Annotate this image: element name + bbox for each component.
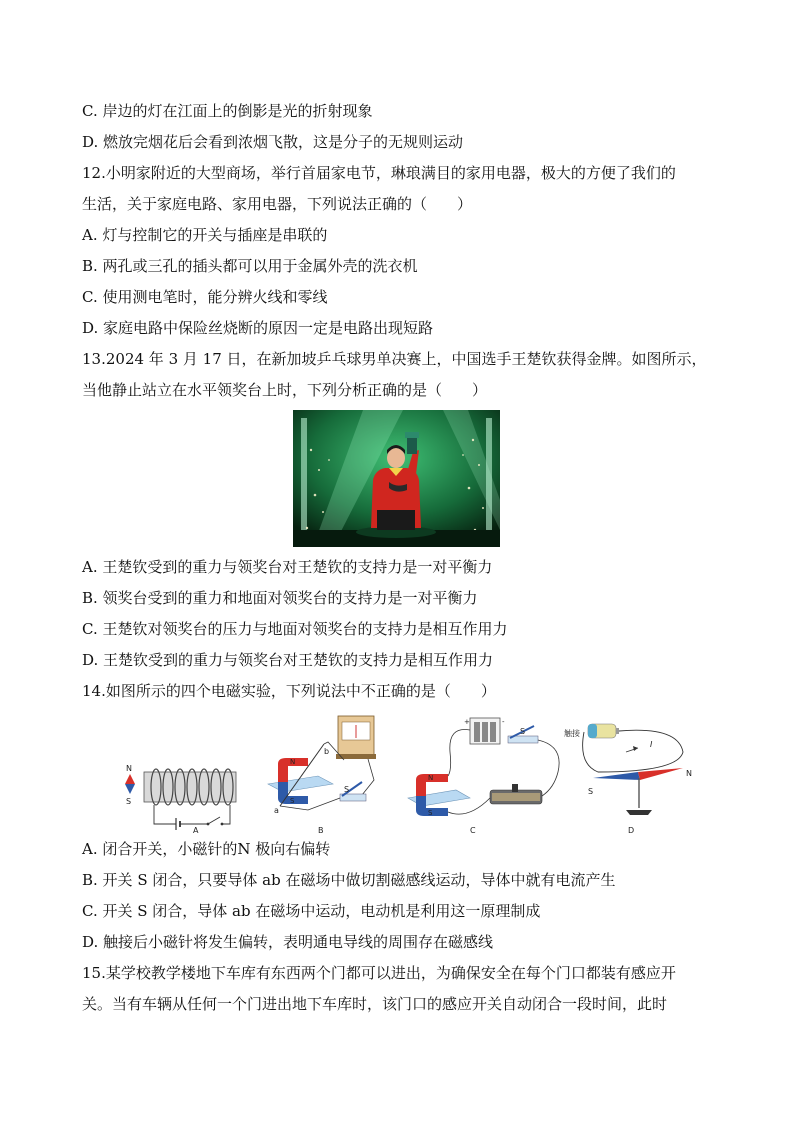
figure-a-label: A <box>193 826 199 835</box>
d-needle-s: S <box>588 787 594 796</box>
current-label: I <box>650 740 653 749</box>
magnet-b-n: N <box>290 758 296 766</box>
q12-option-b: B. 两孔或三孔的插头都可以用于金属外壳的洗衣机 <box>82 257 418 275</box>
figure-d-label: D <box>628 826 635 835</box>
battery-plus: + <box>464 718 470 726</box>
wire-b-label: b <box>324 747 330 756</box>
figure-d <box>564 724 692 835</box>
switch-b-label: S <box>344 785 350 794</box>
q12-option-d: D. 家庭电路中保险丝烧断的原因一定是电路出现短路 <box>82 319 434 337</box>
electromagnetism-figures <box>118 712 692 835</box>
battery-minus: - <box>502 718 505 726</box>
q15-stem-line1: 15.某学校教学楼地下车库有东西两个门都可以进出，为确保安全在每个门口都装有感应开 <box>82 964 676 982</box>
award-photo <box>293 410 500 547</box>
figure-b-label: B <box>318 826 324 835</box>
magnet-c-n: N <box>428 774 434 782</box>
label-s: S <box>126 797 132 806</box>
compass-needle-south <box>125 784 135 794</box>
q14-option-d: D. 触接后小磁针将发生偏转，表明通电导线的周围存在磁感线 <box>82 933 494 951</box>
q13-stem-line1: 13.2024 年 3 月 17 日，在新加坡乒乓球男单决赛上，中国选手王楚钦获得金牌。如图所示， <box>82 350 707 368</box>
q11-option-d: D. 燃放完烟花后会看到浓烟飞散，这是分子的无规则运动 <box>82 133 464 151</box>
q14-stem: 14.如图所示的四个电磁实验，下列说法中不正确的是（ ） <box>82 682 496 700</box>
figure-a <box>125 764 236 835</box>
q14-option-a: A. 闭合开关，小磁针的N 极向右偏转 <box>82 840 331 858</box>
switch-a <box>208 817 220 824</box>
figure-c <box>408 718 559 835</box>
figure-c-label: C <box>470 826 476 835</box>
d-needle-n: N <box>686 769 692 778</box>
rheostat-slider <box>512 784 518 792</box>
label-n: N <box>126 764 132 773</box>
magnet-b-s: S <box>290 797 295 805</box>
touch-label: 触接 <box>564 729 580 738</box>
q12-stem-line1: 12.小明家附近的大型商场，举行首届家电节，琳琅满目的家用电器，极大的方便了我们的 <box>82 164 676 182</box>
q15-stem-line2: 关。当有车辆从任何一个门进出地下车库时，该门口的感应开关自动闭合一段时间，此时 <box>82 995 668 1013</box>
q14-option-b: B. 开关 S 闭合，只要导体 ab 在磁场中做切割磁感线运动，导体中就有电流产生 <box>82 871 616 889</box>
q12-option-a: A. 灯与控制它的开关与插座是串联的 <box>82 226 328 244</box>
iron-core <box>144 772 236 802</box>
q13-option-d: D. 王楚钦受到的重力与领奖台对王楚钦的支持力是相互作用力 <box>82 651 494 669</box>
figure-b <box>268 716 376 835</box>
q11-option-c: C. 岸边的灯在江面上的倒影是光的折射现象 <box>82 102 373 120</box>
q12-stem-line2: 生活，关于家庭电路、家用电器，下列说法正确的（ ） <box>82 195 473 213</box>
q14-option-c: C. 开关 S 闭合，导体 ab 在磁场中运动，电动机是利用这一原理制成 <box>82 902 541 920</box>
base-plate-b <box>268 776 333 792</box>
figures-svg <box>118 712 692 835</box>
q13-stem-line2: 当他静止站立在水平领奖台上时，下列分析正确的是（ ） <box>82 381 488 399</box>
d-compass-base <box>626 810 652 815</box>
magnet-c-s: S <box>428 809 433 817</box>
q13-option-b: B. 领奖台受到的重力和地面对领奖台的支持力是一对平衡力 <box>82 589 478 607</box>
d-needle-blue <box>593 772 640 780</box>
award-photo-drawing <box>293 410 500 547</box>
q12-option-c: C. 使用测电笔时，能分辨火线和零线 <box>82 288 328 306</box>
q13-option-c: C. 王楚钦对领奖台的压力与地面对领奖台的支持力是相互作用力 <box>82 620 508 638</box>
q13-option-a: A. 王楚钦受到的重力与领奖台对王楚钦的支持力是一对平衡力 <box>82 558 493 576</box>
compass-needle-north <box>125 774 135 784</box>
switch-c-label: S <box>520 727 526 736</box>
wire-a-label: a <box>274 806 279 815</box>
